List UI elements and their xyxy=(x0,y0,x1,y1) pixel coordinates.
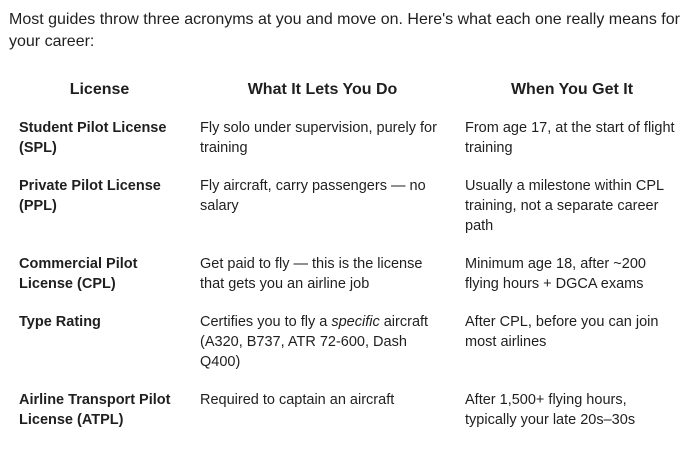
when-you-get-it-cell: After CPL, before you can join most airlines xyxy=(465,314,659,350)
table-row xyxy=(9,308,689,386)
when-you-get-it-cell: Usually a milestone within CPL training, not a separate career path xyxy=(465,178,664,234)
table-row xyxy=(9,386,689,444)
column-header-what-it-lets-you-do: What It Lets You Do xyxy=(247,81,398,98)
lets-you-do-cell: Fly solo under supervision, purely for training xyxy=(200,120,437,156)
when-you-get-it-cell: Minimum age 18, after ~200 flying hours + DGCA exams xyxy=(465,256,646,292)
lets-you-do-cell: Required to captain an aircraft xyxy=(200,392,395,408)
license-name-cell: Student Pilot License (SPL) xyxy=(19,120,167,156)
lets-you-do-text-before: Certifies you to fly a xyxy=(200,314,332,330)
license-table xyxy=(9,75,689,444)
license-name-cell: Commercial Pilot License (CPL) xyxy=(19,256,138,292)
table-row xyxy=(9,250,689,308)
lets-you-do-cell: Get paid to fly — this is the license that gets you an airline job xyxy=(200,256,423,292)
emphasized-word: specific xyxy=(331,314,380,330)
lets-you-do-cell xyxy=(190,308,455,386)
license-name-cell: Airline Transport Pilot License (ATPL) xyxy=(19,392,171,428)
license-name-cell: Type Rating xyxy=(19,314,101,330)
column-header-license: License xyxy=(69,81,130,98)
intro-paragraph: Most guides throw three acronyms at you and move on. Here's what each one really means for your career: xyxy=(9,11,680,50)
column-header-when-you-get-it: When You Get It xyxy=(510,81,634,98)
table-row xyxy=(9,172,689,250)
license-name-cell: Private Pilot License (PPL) xyxy=(19,178,161,214)
lets-you-do-cell: Fly aircraft, carry passengers — no salary xyxy=(200,178,426,214)
when-you-get-it-cell: From age 17, at the start of flight training xyxy=(465,120,675,156)
lets-you-do-text-after: aircraft (A320, B737, ATR 72-600, Dash Q400) xyxy=(200,314,429,370)
table-header-row xyxy=(9,75,689,114)
table-row xyxy=(9,114,689,172)
when-you-get-it-cell: After 1,500+ flying hours, typically your late 20s–30s xyxy=(465,392,636,428)
